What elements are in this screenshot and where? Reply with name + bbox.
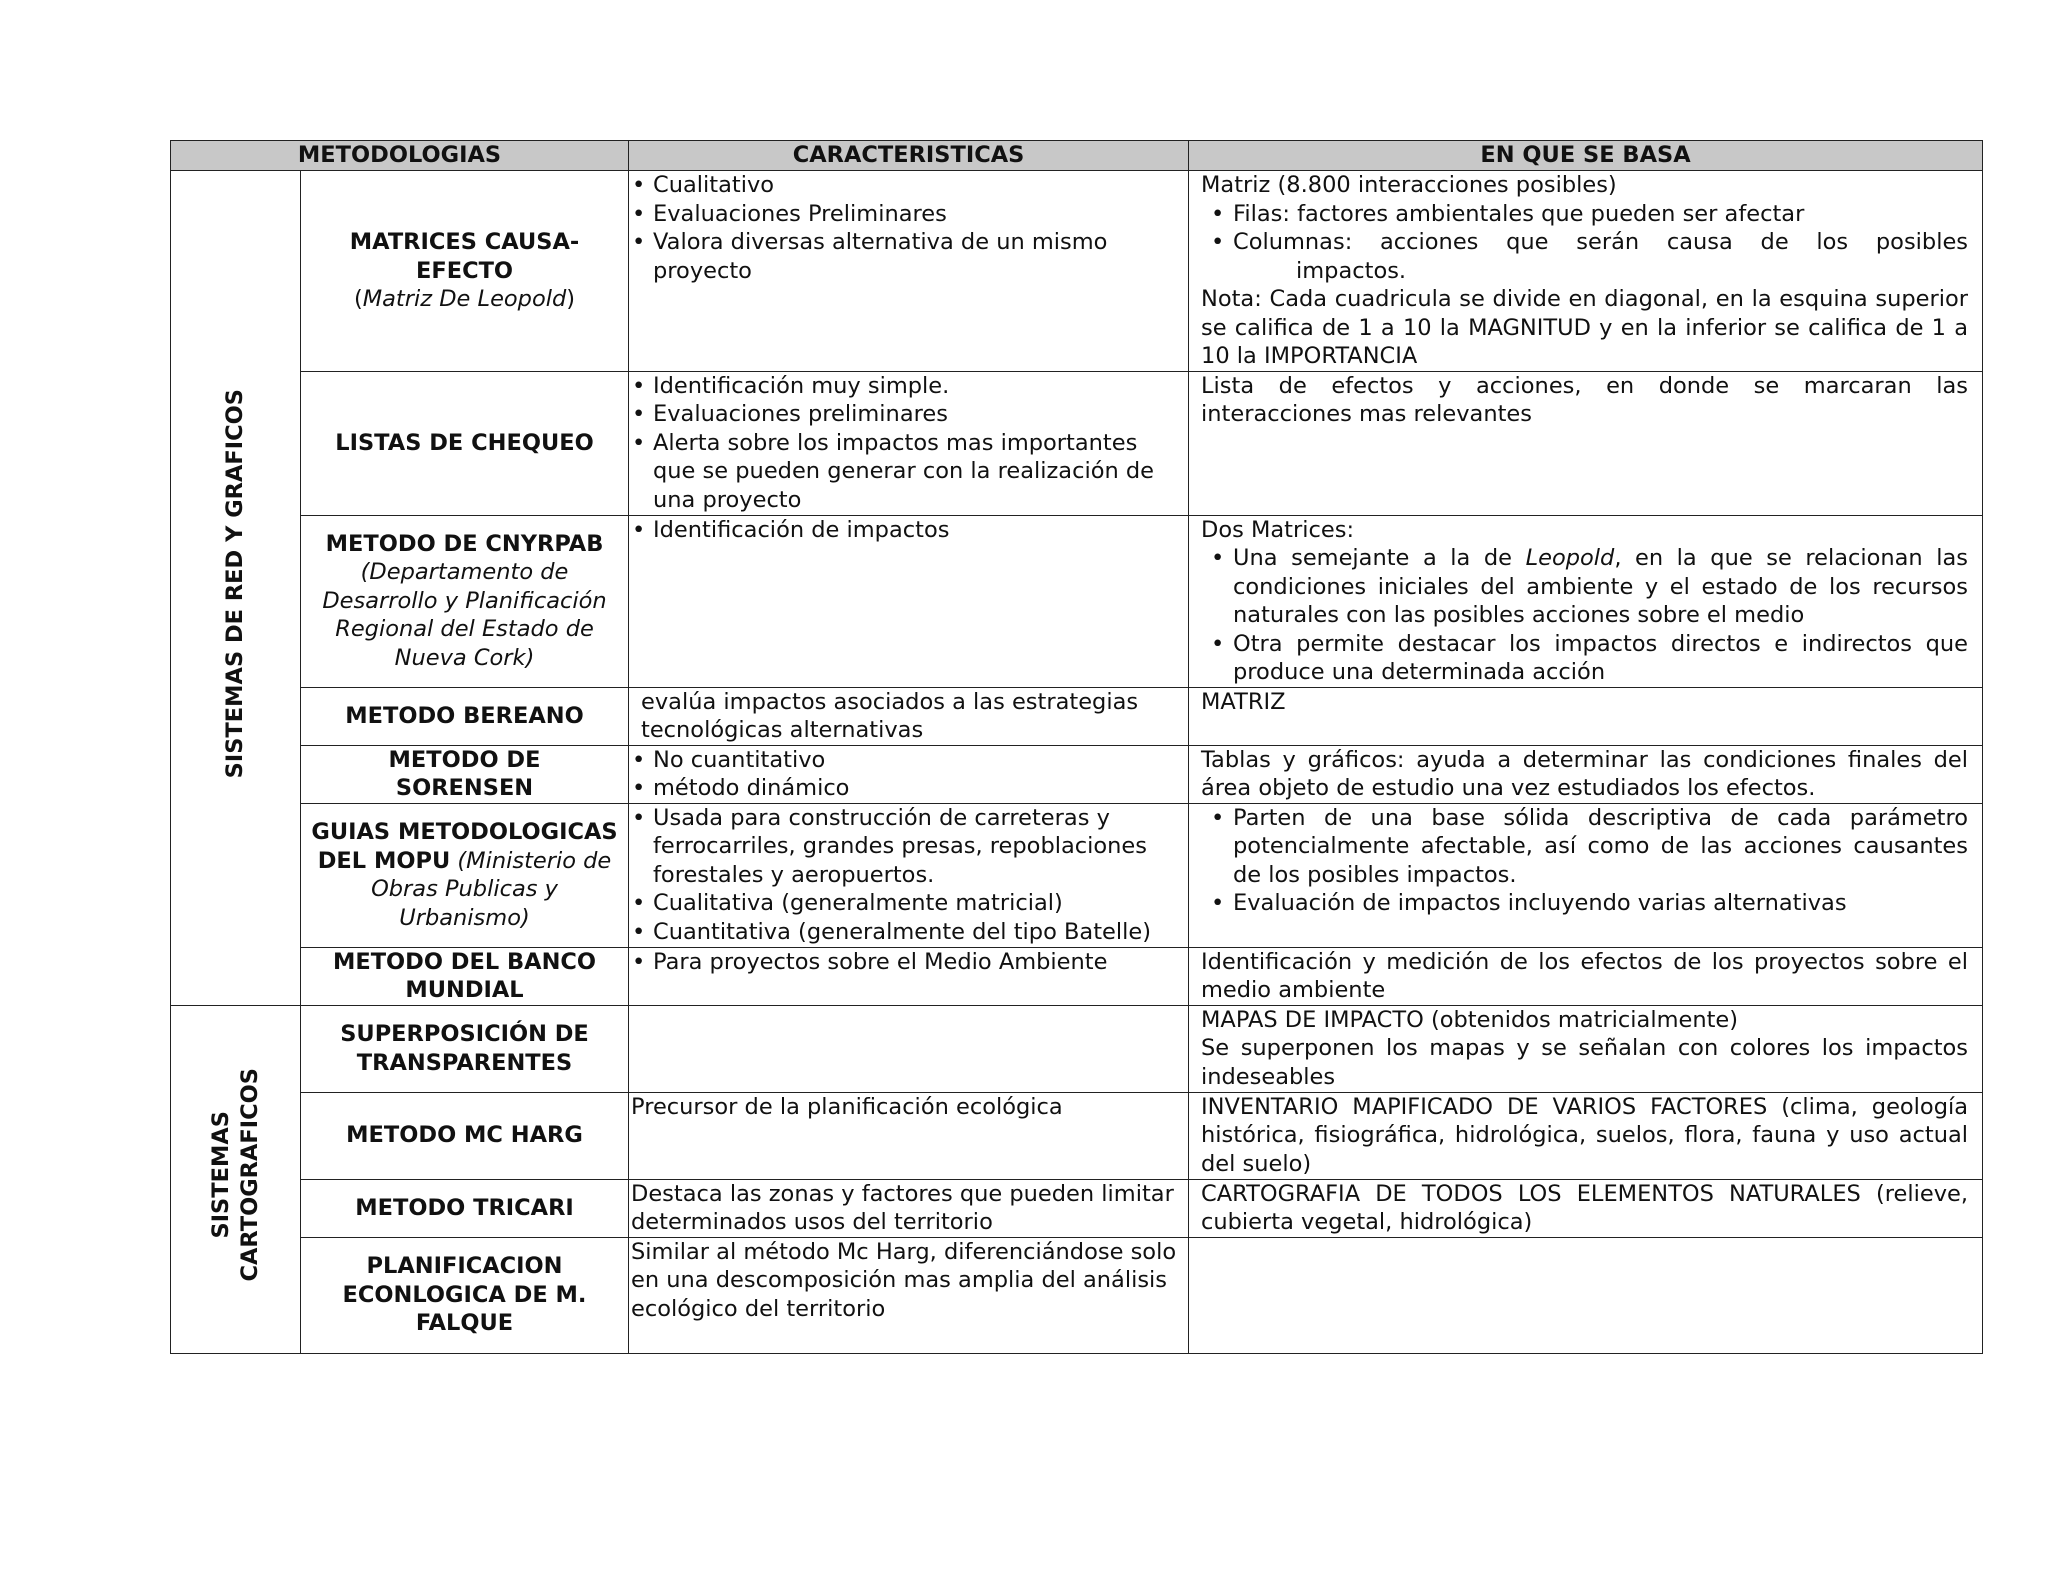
method-subtitle: (Departamento de Desarrollo y Planificación Regional del Estado de Nueva Cork) [322, 559, 607, 671]
method-name-cell [301, 371, 629, 515]
table-row [171, 1237, 1983, 1353]
characteristics-cell [629, 947, 1189, 1005]
table-row [171, 515, 1983, 687]
group-red-graficos [171, 171, 301, 1006]
list-item: • Cualitativa (generalmente matricial) [631, 889, 1178, 918]
method-name-cell [301, 803, 629, 947]
method-name: GUIAS METODOLOGICAS DEL MOPU [311, 819, 618, 874]
basis-cell [1189, 1237, 1983, 1353]
list-item: • Evaluaciones preliminares [631, 400, 1178, 429]
characteristics-cell [629, 1005, 1189, 1092]
table-row [171, 371, 1983, 515]
list-item: • Cuantitativa (generalmente del tipo Batelle) [631, 918, 1178, 947]
method-subtitle-paren: ( [353, 286, 363, 312]
list-item: • Evaluaciones Preliminares [631, 200, 1178, 229]
method-subtitle: Matriz De Leopold [362, 286, 567, 312]
list-item: • Identificación muy simple. [631, 372, 1178, 401]
header-en-que-se-basa: EN QUE SE BASA [1189, 141, 1983, 171]
methodologies-table [170, 140, 1983, 1354]
characteristics-cell [629, 687, 1189, 745]
table-row [171, 947, 1983, 1005]
method-name-cell [301, 947, 629, 1005]
list-item: • Columnas: acciones que serán causa de los posibles [1201, 228, 1968, 257]
characteristics-cell [629, 745, 1189, 803]
characteristics-text: Precursor de la planificación ecológica [631, 1093, 1063, 1120]
basis-cell [1189, 745, 1983, 803]
group-label-red: SISTEMAS DE RED Y GRAFICOS [222, 389, 248, 779]
list-item: • Evaluación de impactos incluyendo varias alternativas [1201, 889, 1968, 918]
basis-text: Identificación y medición de los efectos de los proyectos sobre el medio ambiente [1201, 948, 1969, 1003]
characteristics-cell [629, 371, 1189, 515]
method-name-cell [301, 515, 629, 687]
characteristics-cell [629, 803, 1189, 947]
group-label-line: SISTEMAS [207, 1111, 234, 1239]
method-name: SUPERPOSICIÓN DE TRANSPARENTES [340, 1021, 589, 1076]
method-name: METODO MC HARG [346, 1122, 583, 1149]
list-item: • método dinámico [631, 774, 1178, 803]
list-item: • Parten de una base sólida descriptiva de cada parámetro potencialmente afectable, así como de las acciones causantes de los posibles impactos. [1201, 804, 1968, 890]
group-cartograficos [171, 1005, 301, 1353]
header-metodologias: METODOLOGIAS [171, 141, 629, 171]
list-item: • Alerta sobre los impactos mas importantes que se pueden generar con la realización de una proyecto [631, 429, 1178, 515]
method-name: METODO DE CNYRPAB [325, 530, 604, 557]
method-name: METODO DE SORENSEN [388, 746, 541, 801]
basis-cell [1189, 1092, 1983, 1179]
list-item: • Otra permite destacar los impactos directos e indirectos que produce una determinada acción [1201, 630, 1968, 687]
basis-text: INVENTARIO MAPIFICADO DE VARIOS FACTORES (clima, geología histórica, fisiográfica, hidrológica, suelos, flora, fauna y uso actual del suelo) [1201, 1093, 1969, 1177]
method-name: METODO DEL BANCO MUNDIAL [332, 948, 597, 1003]
table-row [171, 803, 1983, 947]
basis-text: , en la que se relacionan las condiciones iniciales del ambiente y el estado de los recursos naturales con las posibles acciones sobre el medio [1233, 545, 1969, 628]
basis-cell [1189, 515, 1983, 687]
basis-intro: Matriz (8.800 interacciones posibles) [1201, 172, 1617, 198]
list-item: • Cualitativo [631, 171, 1178, 200]
group-label-line: CARTOGRAFICOS [236, 1068, 263, 1282]
basis-note: Nota: Cada cuadricula se divide en diagonal, en la esquina superior se califica de 1 a 10 la MAGNITUD y en la inferior se califica de 1 a 10 la IMPORTANCIA [1201, 286, 1969, 369]
method-subtitle-paren: ) [566, 286, 576, 312]
table-row [171, 1005, 1983, 1092]
basis-line: MAPAS DE IMPACTO (obtenidos matricialmente) [1201, 1006, 1739, 1033]
basis-text: MATRIZ [1201, 688, 1286, 715]
list-item: • Usada para construcción de carreteras y ferrocarriles, grandes presas, repoblaciones forestales y aeropuertos. [631, 804, 1178, 890]
table-row [171, 1179, 1983, 1237]
method-name-cell [301, 1237, 629, 1353]
basis-cell [1189, 1005, 1983, 1092]
basis-cell [1189, 947, 1983, 1005]
header-row [171, 141, 1983, 171]
characteristics-cell [629, 171, 1189, 372]
method-name: PLANIFICACION ECONLOGICA DE M. FALQUE [342, 1253, 587, 1337]
basis-text: Tablas y gráficos: ayuda a determinar las condiciones finales del área objeto de estudio una vez estudiados los efectos. [1201, 746, 1969, 801]
method-name-cell [301, 1005, 629, 1092]
method-name: METODO TRICARI [355, 1194, 574, 1221]
basis-text: Una semejante a la de [1233, 545, 1526, 571]
characteristics-cell [629, 1237, 1189, 1353]
basis-text: CARTOGRAFIA DE TODOS LOS ELEMENTOS NATURALES (relieve, cubierta vegetal, hidrológica) [1201, 1180, 1969, 1235]
characteristics-cell [629, 1092, 1189, 1179]
list-item: • Valora diversas alternativa de un mismo proyecto [631, 228, 1178, 285]
method-name-cell [301, 1179, 629, 1237]
basis-cell [1189, 371, 1983, 515]
basis-text: Lista de efectos y acciones, en donde se marcaran las interacciones mas relevantes [1201, 372, 1969, 427]
table-row [171, 687, 1983, 745]
list-item [1201, 544, 1968, 630]
method-name: LISTAS DE CHEQUEO [335, 429, 594, 456]
method-subtitle: (Ministerio de Obras Publicas y Urbanismo) [371, 847, 612, 931]
group-label-carto [207, 1068, 265, 1282]
method-name-cell [301, 687, 629, 745]
method-name-cell [301, 1092, 629, 1179]
method-name: METODO BEREANO [345, 702, 584, 729]
method-name-cell [301, 745, 629, 803]
characteristics-text: evalúa impactos asociados a las estrategias tecnológicas alternativas [641, 688, 1139, 743]
list-item: • Filas: factores ambientales que pueden ser afectar [1201, 200, 1968, 229]
basis-intro: Dos Matrices: [1201, 516, 1355, 543]
characteristics-text: Destaca las zonas y factores que pueden limitar determinados usos del territorio [631, 1180, 1174, 1235]
characteristics-cell [629, 1179, 1189, 1237]
method-name-cell [301, 171, 629, 372]
basis-continuation: impactos. [1296, 257, 1407, 284]
characteristics-text: Similar al método Mc Harg, diferenciándose solo en una descomposición mas amplia del análisis ecológico del territorio [631, 1238, 1177, 1322]
method-name: MATRICES CAUSA-EFECTO [349, 229, 580, 284]
list-item: • No cuantitativo [631, 746, 1178, 775]
table-row [171, 171, 1983, 372]
basis-line: Se superponen los mapas y se señalan con colores los impactos indeseables [1201, 1035, 1969, 1090]
list-item: • Para proyectos sobre el Medio Ambiente [631, 948, 1178, 977]
basis-cell [1189, 171, 1983, 372]
list-item: • Identificación de impactos [631, 516, 1178, 545]
table-row [171, 745, 1983, 803]
header-caracteristicas: CARACTERISTICAS [629, 141, 1189, 171]
basis-cell [1189, 803, 1983, 947]
basis-cell [1189, 1179, 1983, 1237]
basis-cell [1189, 687, 1983, 745]
table-row [171, 1092, 1983, 1179]
characteristics-cell [629, 515, 1189, 687]
basis-italic: Leopold [1525, 545, 1615, 571]
